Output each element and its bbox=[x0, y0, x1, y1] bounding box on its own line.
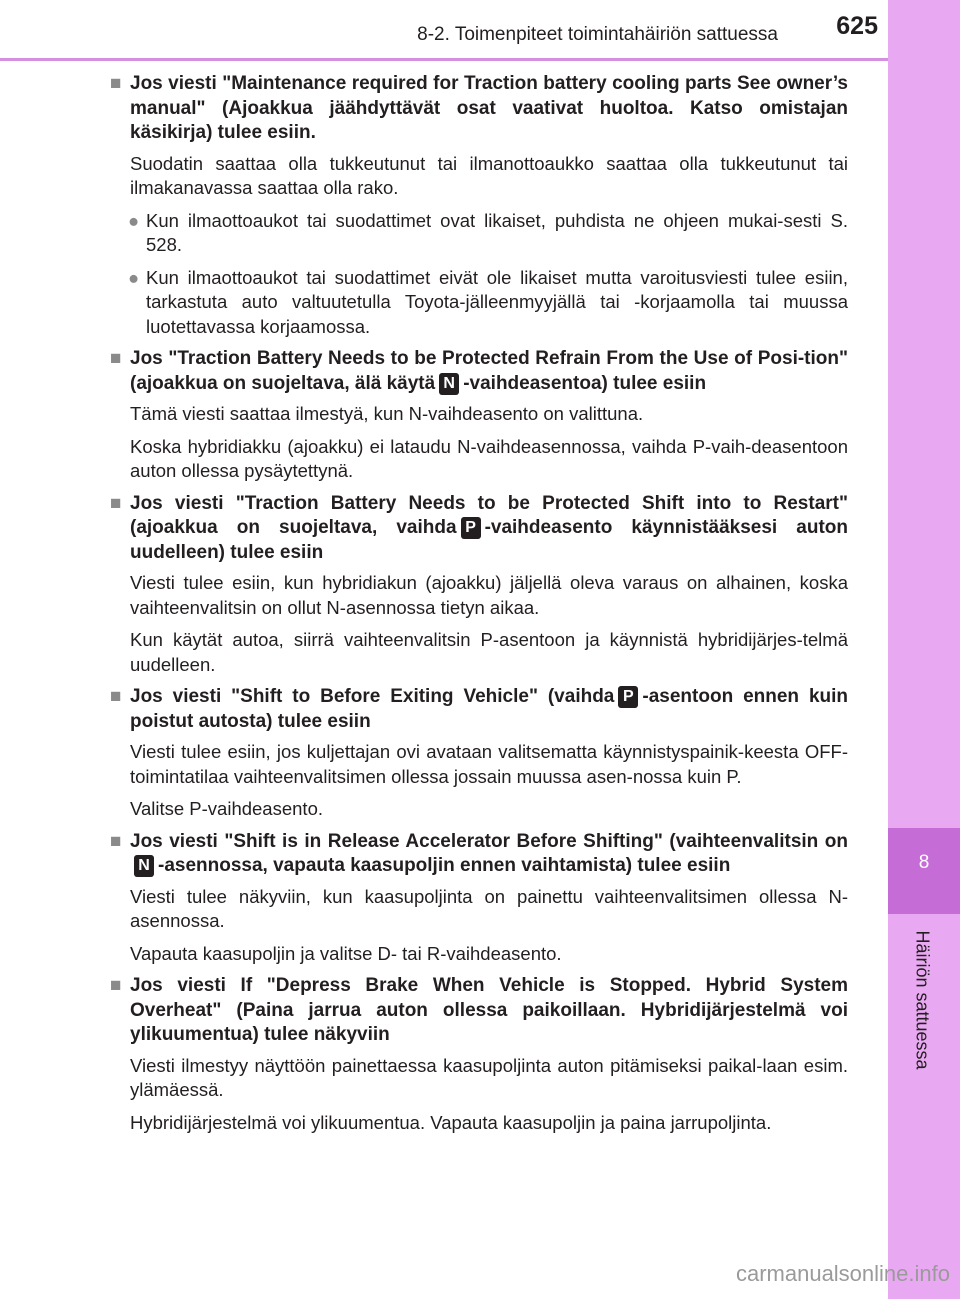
square-marker-icon: ■ bbox=[110, 830, 122, 852]
n-position-icon: N bbox=[134, 855, 154, 877]
section-traction-cooling bbox=[110, 72, 848, 339]
p-position-icon: P bbox=[461, 517, 481, 539]
square-marker-icon: ■ bbox=[110, 348, 122, 369]
paragraph: Koska hybridiakku (ajoakku) ei lataudu N-vaihdeasennossa, vaihda P-vaih-deasentoon auton ollessa pysäytettynä. bbox=[130, 435, 848, 481]
paragraph: Suodatin saattaa olla tukkeutunut tai ilmanottoaukko saattaa olla tukkeutunut tai ilmakanavassa saattaa olla rako. bbox=[130, 152, 848, 198]
paragraph: Kun käytät autoa, siirrä vaihteenvalitsin P-asentoon ja käynnistä hybridijärjes-telmä uudelleen. bbox=[130, 629, 848, 675]
section-heading: ■ Jos viesti If "Depress Brake When Vehicle is Stopped. Hybrid System Overheat" (Paina jarrua auton ollessa paikoillaan. Hybridijärjestelmä voi ylikuumentua) tulee näkyviin bbox=[110, 975, 848, 1045]
p-position-icon: P bbox=[618, 686, 638, 708]
section-heading: ■ Jos viesti "Maintenance required for Traction battery cooling parts See owner’s manual" (Ajoakkua jäähdyttävät osat vaativat huoltoa. Katso omistajan käsikirja) tulee esiin. bbox=[110, 73, 848, 143]
page-header bbox=[0, 0, 888, 60]
bullet-icon: ● bbox=[128, 266, 140, 288]
paragraph: Viesti ilmestyy näyttöön painettaessa kaasupoljinta auton pitämiseksi paikal-laan esim. ylämäessä. bbox=[130, 1054, 848, 1100]
paragraph: Viesti tulee näkyviin, kun kaasupoljinta on painettu vaihteenvalitsimen ollessa N-asennossa. bbox=[130, 885, 848, 931]
section-heading: ■ Jos viesti "Traction Battery Needs to be Protected Shift into to Restart" (ajoakkua on suojeltava, vaihda P -vaihdeasento käynnistääksesi auton uudelleen) tulee esiin bbox=[110, 492, 848, 563]
section-heading: ■ Jos viesti "Shift to Before Exiting Vehicle" (vaihda P -asentoon ennen kuin poistut autosta) tulee esiin bbox=[110, 686, 848, 732]
paragraph: Vapauta kaasupoljin ja valitse D- tai R-vaihdeasento. bbox=[130, 942, 562, 964]
section-shift-to-restart bbox=[110, 492, 848, 678]
paragraph: Viesti tulee esiin, kun hybridiakun (ajoakku) jäljellä oleva varaus on alhainen, koska vaihteenvalitsin on ollut N-asennossa tietyn aikaa. bbox=[130, 572, 848, 618]
bullet-item: ● Kun ilmaottoaukot tai suodattimet ovat likaiset, puhdista ne ohjeen mukai-sesti S. 528. bbox=[128, 209, 848, 255]
square-marker-icon: ■ bbox=[110, 73, 122, 94]
square-marker-icon: ■ bbox=[110, 975, 122, 996]
section-refrain-n-position bbox=[110, 347, 848, 484]
section-heading: ■ Jos "Traction Battery Needs to be Protected Refrain From the Use of Posi-tion" (ajoakkua on suojeltava, älä käytä N -vaihdeasentoa) tulee esiin bbox=[110, 348, 848, 394]
watermark: carmanualsonline.info bbox=[735, 1261, 950, 1286]
chapter-tab-number: 8 bbox=[918, 852, 930, 873]
paragraph: Hybridijärjestelmä voi ylikuumentua. Vapauta kaasupoljin ja paina jarrupoljinta. bbox=[130, 1111, 772, 1133]
n-position-icon: N bbox=[439, 373, 459, 395]
chapter-title: 8-2. Toimenpiteet toimintahäiriön sattuessa bbox=[417, 24, 778, 45]
section-heading: ■ Jos viesti "Shift is in Release Accelerator Before Shifting" (vaihteenvalitsin onN -asennossa, vapauta kaasupoljin ennen vaihtamista) tulee esiin bbox=[110, 830, 848, 876]
square-marker-icon: ■ bbox=[110, 492, 122, 514]
section-release-accelerator bbox=[110, 830, 848, 967]
section-hybrid-overheat bbox=[110, 974, 848, 1135]
paragraph: Tämä viesti saattaa ilmestyä, kun N-vaihdeasento on valittuna. bbox=[130, 403, 644, 424]
section-shift-before-exiting bbox=[110, 685, 848, 822]
paragraph: Valitse P-vaihdeasento. bbox=[130, 798, 323, 819]
square-marker-icon: ■ bbox=[110, 686, 122, 707]
page-content bbox=[110, 72, 848, 1143]
paragraph: Viesti tulee esiin, jos kuljettajan ovi avataan valitsematta käynnistyspainik-keesta OFF-toimintatilaa vaihteenvalitsimen ollessa jossain muussa asen-nossa kuin P. bbox=[130, 741, 848, 787]
bullet-item: ● Kun ilmaottoaukot tai suodattimet eivät ole likaiset mutta varoitusviesti tulee esiin, tarkastuta auto valtuutetulla Toyota-jälleenmyyjällä tai -korjaamolla tai muussa luotettavassa korjaamossa. bbox=[128, 266, 848, 337]
page-number: 625 bbox=[836, 12, 878, 40]
header-rule bbox=[0, 58, 888, 61]
bullet-icon: ● bbox=[128, 209, 140, 231]
chapter-sidebar: 8 Häiriön sattuessa bbox=[888, 0, 960, 1299]
